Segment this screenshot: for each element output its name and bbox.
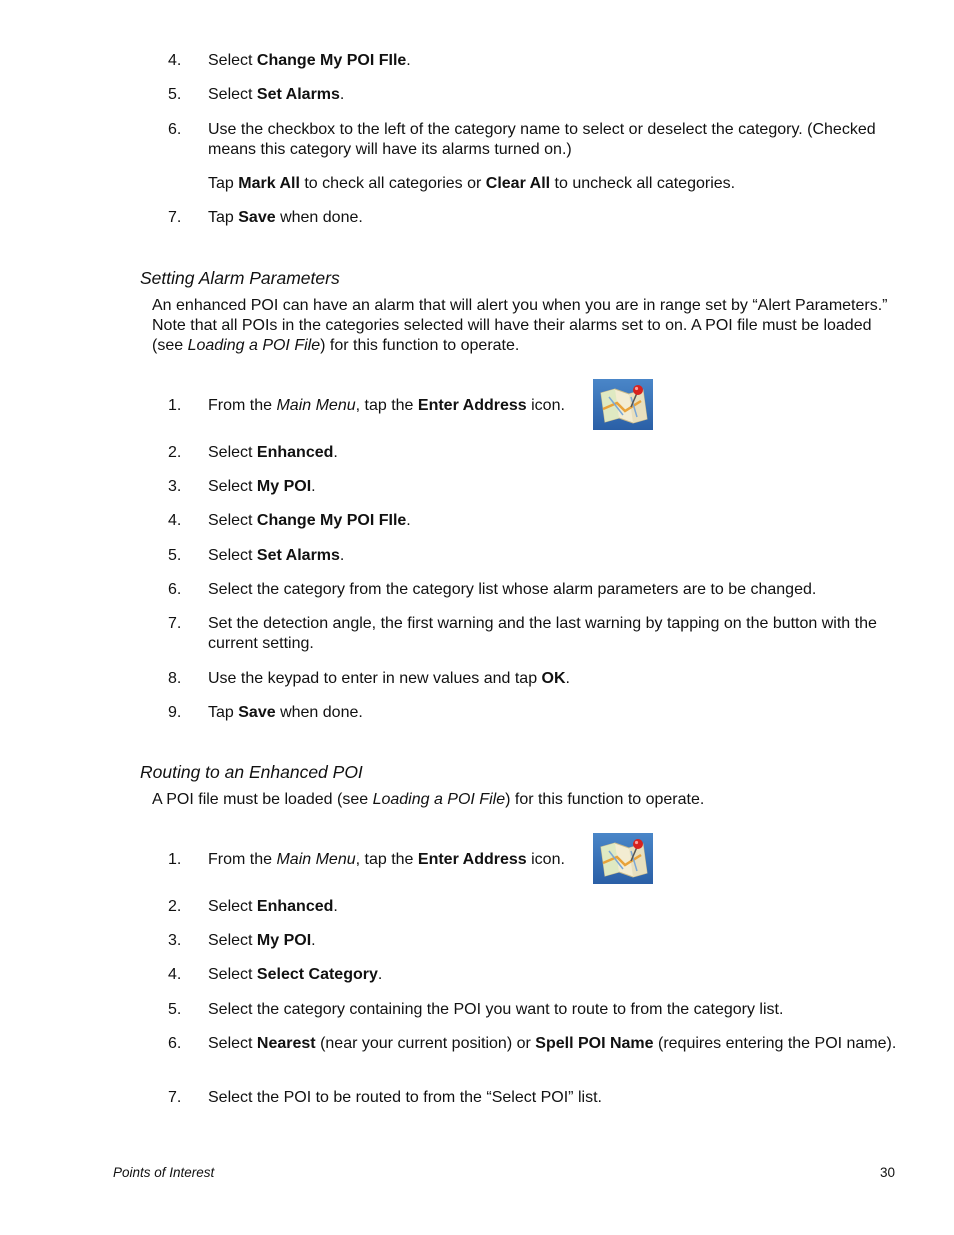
step-text: Use the keypad to enter in new values and tap OK. xyxy=(208,670,570,687)
step-text: Select Change My POI FIle. xyxy=(208,52,411,69)
step-text: From the Main Menu, tap the Enter Address icon. xyxy=(208,851,565,868)
step-text: Select Enhanced. xyxy=(208,444,338,461)
step-note: Tap Mark All to check all categories or Clear All to uncheck all categories. xyxy=(208,175,736,192)
step-text: Tap Save when done. xyxy=(208,209,363,226)
step-text: Select Nearest (near your current position) or Spell POI Name (requires entering the POI name). xyxy=(208,1035,897,1052)
map-with-pin-icon xyxy=(593,379,653,430)
step-number: 9. xyxy=(168,704,182,721)
step-number: 4. xyxy=(168,966,182,983)
step-number: 7. xyxy=(168,615,182,632)
step-text: Select the POI to be routed to from the “Select POI” list. xyxy=(208,1089,602,1106)
step-text: Select My POI. xyxy=(208,478,316,495)
step-text: Use the checkbox to the left of the category name to select or deselect the category. (Checked means this category will have its alarms turned on.) xyxy=(208,121,876,158)
step-text: Tap Save when done. xyxy=(208,704,363,721)
step-number: 7. xyxy=(168,209,182,226)
step-text: Select My POI. xyxy=(208,932,316,949)
page-number: 30 xyxy=(880,1165,896,1180)
step-text: From the Main Menu, tap the Enter Address icon. xyxy=(208,397,565,414)
step-number: 2. xyxy=(168,898,182,915)
step-text: Select Set Alarms. xyxy=(208,547,345,564)
step-text: Select the category from the category list whose alarm parameters are to be changed. xyxy=(208,581,817,598)
step-text: Select the category containing the POI you want to route to from the category list. xyxy=(208,1001,784,1018)
step-number: 4. xyxy=(168,512,182,529)
step-text: Select Change My POI FIle. xyxy=(208,512,411,529)
step-number: 6. xyxy=(168,581,182,598)
step-number: 7. xyxy=(168,1089,182,1106)
step-number: 5. xyxy=(168,547,182,564)
step-number: 5. xyxy=(168,1001,182,1018)
section-heading: Setting Alarm Parameters xyxy=(140,268,340,288)
step-text: Select Set Alarms. xyxy=(208,86,345,103)
step-number: 2. xyxy=(168,444,182,461)
map-with-pin-icon xyxy=(593,833,653,884)
section-intro: An enhanced POI can have an alarm that will alert you when you are in range set by “Alert Parameters.” Note that all POIs in the categories selected will have their alarms set to on. A POI file must be loaded (see Loading a POI File) for this function to operate. xyxy=(152,297,888,354)
step-text: Set the detection angle, the first warning and the last warning by tapping on the button with the current setting. xyxy=(208,615,877,652)
step-number: 5. xyxy=(168,86,182,103)
section-intro: A POI file must be loaded (see Loading a POI File) for this function to operate. xyxy=(152,791,705,808)
step-text: Select Select Category. xyxy=(208,966,383,983)
step-number: 6. xyxy=(168,1035,182,1052)
step-number: 4. xyxy=(168,52,182,69)
step-number: 3. xyxy=(168,478,182,495)
step-number: 8. xyxy=(168,670,182,687)
step-text: Select Enhanced. xyxy=(208,898,338,915)
section-heading: Routing to an Enhanced POI xyxy=(140,762,363,782)
footer-section-title: Points of Interest xyxy=(113,1165,215,1180)
step-number: 1. xyxy=(168,397,182,414)
step-number: 3. xyxy=(168,932,182,949)
step-number: 1. xyxy=(168,851,182,868)
step-number: 6. xyxy=(168,121,182,138)
